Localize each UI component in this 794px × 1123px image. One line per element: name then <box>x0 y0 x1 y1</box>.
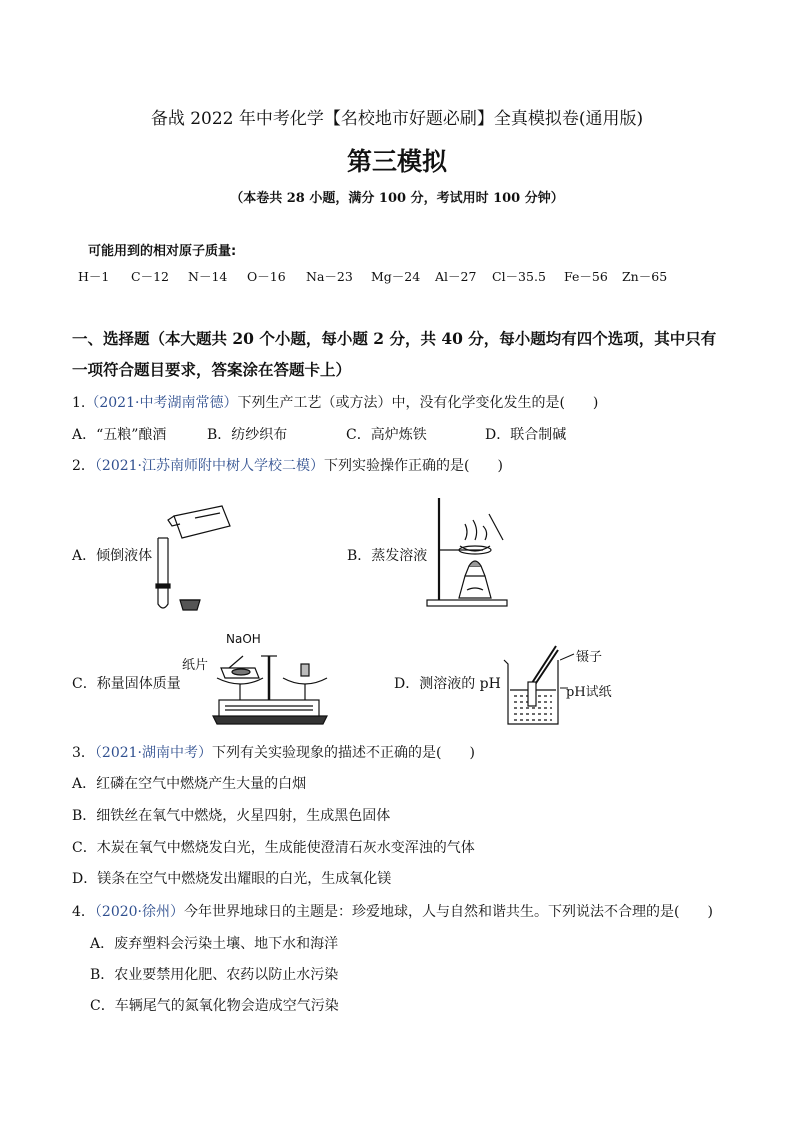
paper-title: 备战 2022 年中考化学【名校地市好题必刷】全真模拟卷(通用版) <box>150 109 644 129</box>
question-1-option-a: A．“五粮”酿酒 <box>72 427 167 443</box>
question-1-option-b: B．纺纱织布 <box>207 427 288 443</box>
section-heading-line1: 一、选择题（本大题共 20 个小题，每小题 2 分，共 40 分，每小题均有四个选项，其中只有 <box>72 329 717 348</box>
question-source: （2021·中考湖南常德） <box>85 395 238 411</box>
evaporation-illustration <box>425 494 525 610</box>
mass-item: N－14 <box>188 269 228 284</box>
question-3-option-b: B．细铁丝在氧气中燃烧，火星四射，生成黑色固体 <box>72 808 391 824</box>
paper-subtitle: 第三模拟 <box>346 147 447 176</box>
atomic-mass-list <box>78 267 672 285</box>
question-source: （2020·徐州） <box>94 904 185 920</box>
question-source: （2021·湖南中考） <box>94 745 213 761</box>
atomic-mass-label: 可能用到的相对原子质量: <box>88 244 237 259</box>
mass-item: Fe－56 <box>564 269 608 284</box>
question-4-option-b: B．农业要禁用化肥、农药以防止水污染 <box>90 967 339 983</box>
paper-note: （本卷共 28 小题，满分 100 分，考试用时 100 分钟） <box>230 191 564 206</box>
mass-item: Zn－65 <box>622 269 668 284</box>
question-2-option-d: D．测溶液的 pH <box>394 676 501 692</box>
mass-item: Mg－24 <box>371 269 421 284</box>
balance-illustration <box>205 640 335 728</box>
mass-item: H－1 <box>78 269 110 284</box>
question-4-option-a: A．废弃塑料会污染土壤、地下水和海洋 <box>90 936 339 952</box>
label-naoh: NaOH <box>226 632 261 646</box>
question-3-option-d: D．镁条在空气中燃烧发出耀眼的白光，生成氧化镁 <box>72 871 392 887</box>
question-3-option-c: C．木炭在氧气中燃烧发白光，生成能使澄清石灰水变浑浊的气体 <box>72 840 475 856</box>
question-1-stem: 1.（2021·中考湖南常德）下列生产工艺（或方法）中，没有化学变化发生的是( ) <box>72 395 599 411</box>
mass-item: C－12 <box>131 269 169 284</box>
label-paper: 纸片 <box>182 658 209 673</box>
question-2-option-c: C．称量固体质量 <box>72 676 181 692</box>
question-1-option-d: D．联合制碱 <box>485 427 567 443</box>
pour-liquid-illustration <box>150 496 250 614</box>
label-ph-paper: pH试纸 <box>566 685 612 700</box>
question-3-option-a: A．红磷在空气中燃烧产生大量的白烟 <box>72 776 307 792</box>
question-4-stem: 4．（2020·徐州）今年世界地球日的主题是：珍爱地球，人与自然和谐共生。下列说法不合理的是( ) <box>72 904 713 920</box>
mass-item: Na－23 <box>306 269 353 284</box>
label-tweezers: 镊子 <box>576 650 603 665</box>
question-2-option-a: A．倾倒液体 <box>72 548 153 564</box>
question-2-stem: 2．（2021·江苏南师附中树人学校二模）下列实验操作正确的是( ) <box>72 458 503 474</box>
question-source: （2021·江苏南师附中树人学校二模） <box>94 458 325 474</box>
question-3-stem: 3．（2021·湖南中考）下列有关实验现象的描述不正确的是( ) <box>72 745 475 761</box>
mass-item: Cl－35.5 <box>492 269 546 284</box>
section-heading-line2: 一项符合题目要求，答案涂在答题卡上） <box>72 360 352 379</box>
question-1-option-c: C．高炉炼铁 <box>346 427 427 443</box>
mass-item: O－16 <box>247 269 286 284</box>
mass-item: Al－27 <box>435 269 477 284</box>
question-4-option-c: C．车辆尾气的氮氧化物会造成空气污染 <box>90 998 339 1014</box>
question-2-option-b: B．蒸发溶液 <box>347 548 428 564</box>
